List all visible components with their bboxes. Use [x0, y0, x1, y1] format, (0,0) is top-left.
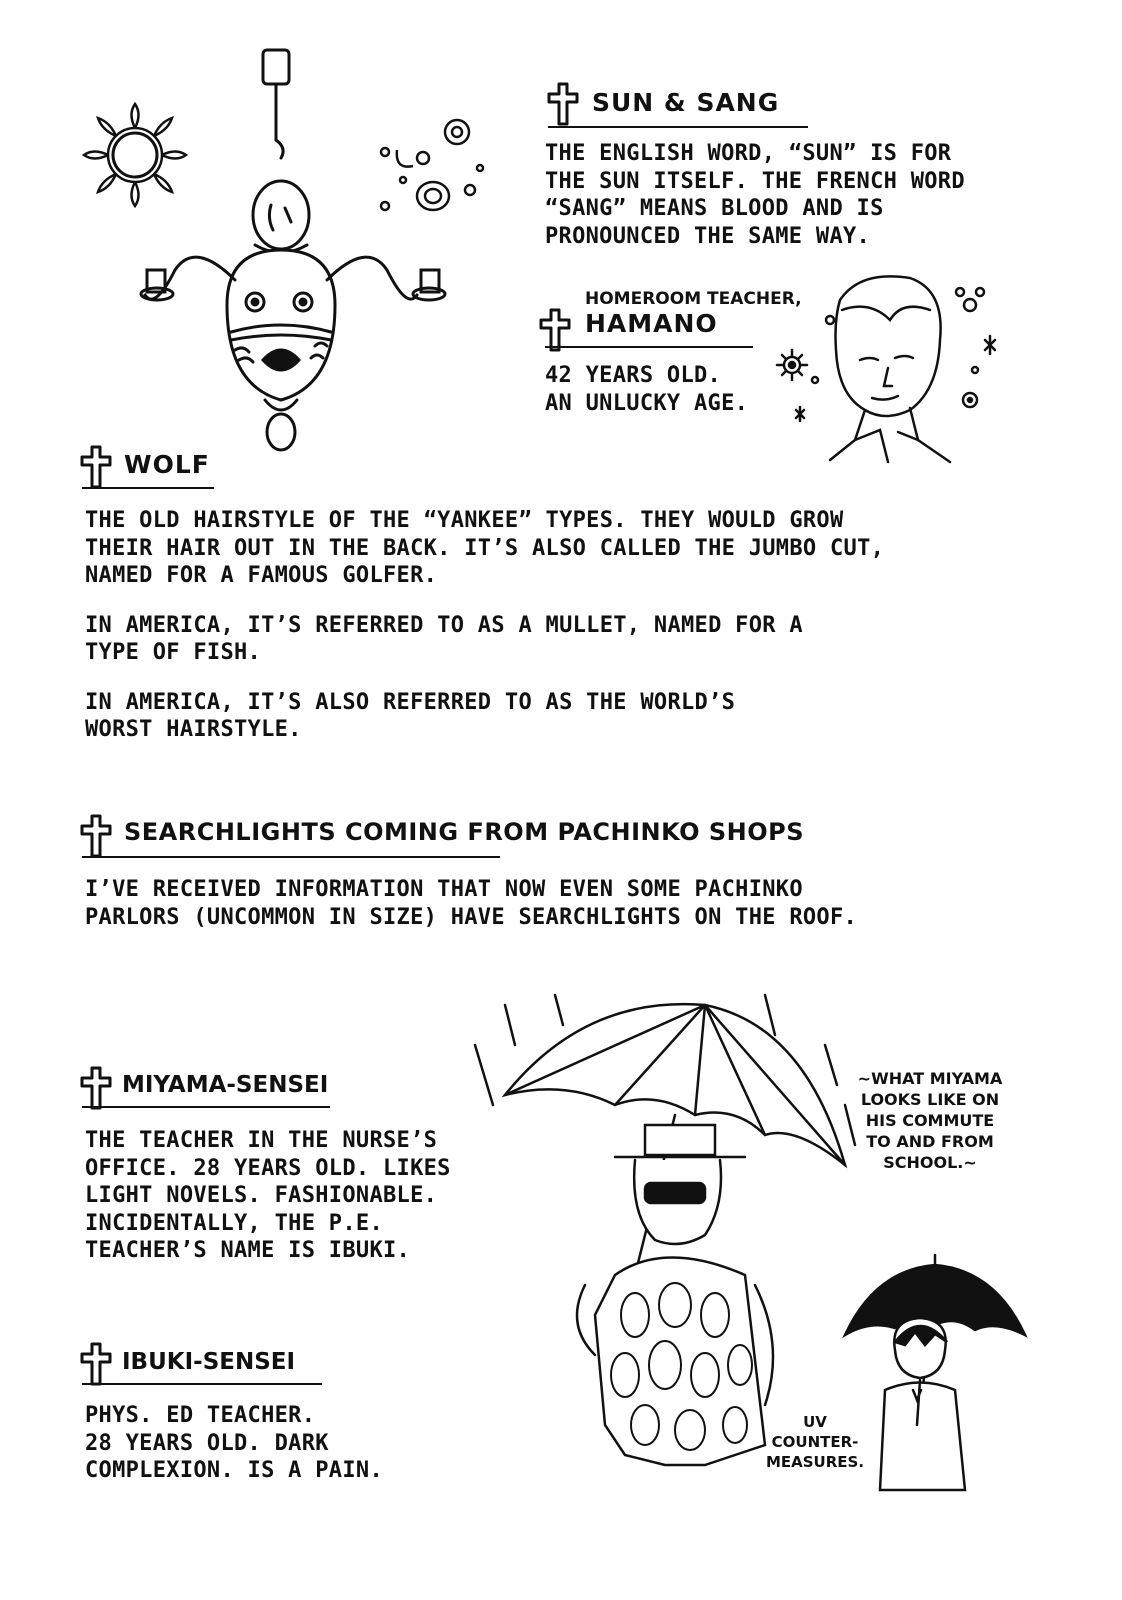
cross-icon: [78, 1064, 114, 1110]
sun-sang-heading: SUN & SANG: [592, 88, 780, 117]
wolf-text: THE OLD HAIRSTYLE OF THE “YANKEE” TYPES. THEY WOULD GROW THEIR HAIR OUT IN THE BACK. IT’S ALSO CALLED THE JUMBO CUT, NAMED FOR A FAMOUS GOLFER. IN AMERICA, IT’S REFERRED TO AS A MULLET, NAMED FOR A TYPE OF FISH. IN AMERICA, IT’S ALSO REFERRED TO AS THE WORLD’S WORST HAIRSTYLE.: [85, 508, 885, 742]
heading-underline: [82, 1106, 330, 1108]
bubbles-drawing: [375, 110, 490, 220]
miyama-text: THE TEACHER IN THE NURSE’S OFFICE. 28 YEARS OLD. LIKES LIGHT NOVELS. FASHIONABLE. INCIDENTALLY, THE P.E. TEACHER’S NAME IS IBUKI.: [85, 1128, 451, 1263]
hamano-text: 42 YEARS OLD. AN UNLUCKY AGE.: [545, 363, 749, 416]
heading-underline: [82, 487, 214, 489]
miyama-heading: MIYAMA-SENSEI: [122, 1072, 329, 1098]
heading-underline: [545, 346, 753, 348]
cross-icon: [78, 1340, 114, 1386]
cross-icon: [78, 812, 114, 858]
searchlights-heading: SEARCHLIGHTS COMING FROM PACHINKO SHOPS: [124, 818, 805, 846]
heading-underline: [82, 1383, 322, 1385]
ibuki-heading: IBUKI-SENSEI: [122, 1349, 296, 1375]
hamano-portrait-drawing: [770, 270, 1015, 465]
heading-underline: [548, 126, 808, 128]
cross-icon: [78, 443, 114, 489]
wolf-heading: WOLF: [124, 450, 210, 479]
hamano-heading: HAMANO: [585, 309, 718, 338]
ibuki-text: PHYS. ED TEACHER. 28 YEARS OLD. DARK COMPLEXION. IS A PAIN.: [85, 1403, 383, 1483]
miyama-umbrella-drawing: [465, 985, 865, 1475]
uv-caption: UV COUNTER- MEASURES.: [765, 1413, 865, 1471]
searchlights-text: I’VE RECEIVED INFORMATION THAT NOW EVEN SOME PACHINKO PARLORS (UNCOMMON IN SIZE) HAVE SEARCHLIGHTS ON THE ROOF.: [85, 877, 858, 930]
chandelier-face-drawing: [135, 40, 455, 470]
heading-underline: [82, 856, 500, 858]
hamano-subheading: HOMEROOM TEACHER,: [585, 289, 802, 309]
cross-icon: [545, 80, 581, 126]
commute-caption: ~WHAT MIYAMA LOOKS LIKE ON HIS COMMUTE TO AND FROM SCHOOL.~: [857, 1069, 1003, 1172]
sun-sang-text: THE ENGLISH WORD, “SUN” IS FOR THE SUN ITSELF. THE FRENCH WORD “SANG” MEANS BLOOD AND IS PRONOUNCED THE SAME WAY.: [545, 141, 965, 249]
